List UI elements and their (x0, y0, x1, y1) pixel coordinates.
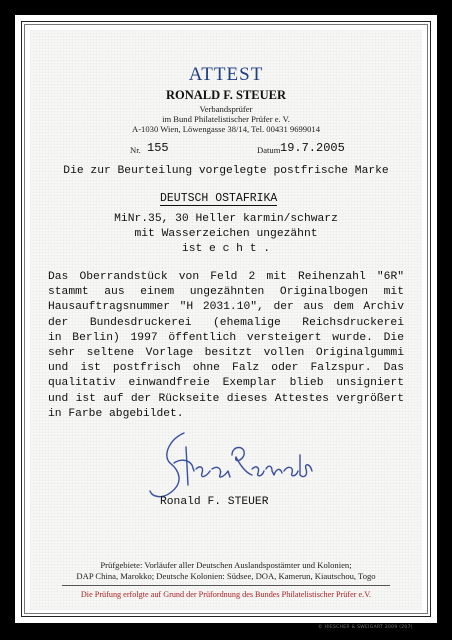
paragraph-line: Das Oberrandstück von Feld 2 mit Reihenzahl "6R" (48, 271, 404, 283)
footer-expertise-line-2: DAP China, Marokko; Deutsche Kolonien: Südsee, DOA, Kamerun, Kiautschou, Togo (76, 571, 376, 581)
stamp-description-line-1: MiNr.35, 30 Heller karmin/schwarz (114, 213, 338, 225)
certificate-title: ATTEST (188, 64, 264, 85)
paragraph-line: in Berlin) 1997 öffentlich versteigert wurde. Die (48, 331, 404, 344)
paragraph-line: Hausauftragsnummer "H 2031.10", der aus dem Archiv (48, 301, 404, 314)
expert-name: RONALD F. STEUER (165, 88, 287, 102)
subtitle-line-3: A-1030 Wien, Löwengasse 38/14, Tel. 00431 9699014 (131, 124, 320, 134)
paragraph-line: qualitativ einwandfreie Exemplar blieb unsigniert (48, 377, 404, 390)
signer-name: Ronald F. STEUER (160, 496, 269, 508)
date-label: Datum (257, 145, 281, 155)
paragraph-line: stammt aus einem ungezähnten Originalbogen mit (48, 286, 404, 299)
certificate-number: 155 (147, 141, 169, 155)
footer-regulation-note: Die Prüfung erfolgte auf Grund der Prüfordnung des Bundes Philatelistischer Prüfer e.V. (80, 590, 372, 599)
stamp-description-line-2: mit Wasserzeichen ungezähnt (134, 228, 318, 240)
paragraph-line: und ist auf der Rückseite dieses Attestes vergrößert (48, 392, 404, 405)
paragraph-line: der Bundesdruckerei (ehemalige Reichsdruckerei (48, 316, 404, 329)
paragraph-line: und ist postfrisch ohne Falz oder Falzspur. Das (48, 362, 404, 375)
subtitle-line-1: Verbandsprüfer (199, 104, 253, 114)
intro-text: Die zur Beurteilung vorgelegte postfrische Marke (63, 165, 389, 177)
description-paragraph (48, 270, 404, 422)
certificate-date: 19.7.2005 (280, 141, 345, 155)
paragraph-line: in Farbe abgebildet. (48, 407, 184, 420)
paragraph-line: sehr seltene Vorlage besitzt vollen Originalgummi (48, 347, 404, 360)
genuineness-statement: ist e c h t . (181, 243, 271, 255)
subtitle-line-2: im Bund Philatelistischer Prüfer e. V. (162, 114, 290, 124)
stamp-area-heading: DEUTSCH OSTAFRIKA (160, 192, 278, 205)
footer-divider (62, 585, 390, 586)
footer-expertise-line-1: Prüfgebiete: Vorläufer aller Deutschen Auslandspostämter und Kolonien; (100, 560, 352, 570)
watermark-text: © HIESCHER & SWEIGART 2009 (207) (318, 625, 413, 630)
certificate-number-label: Nr. (130, 145, 141, 155)
